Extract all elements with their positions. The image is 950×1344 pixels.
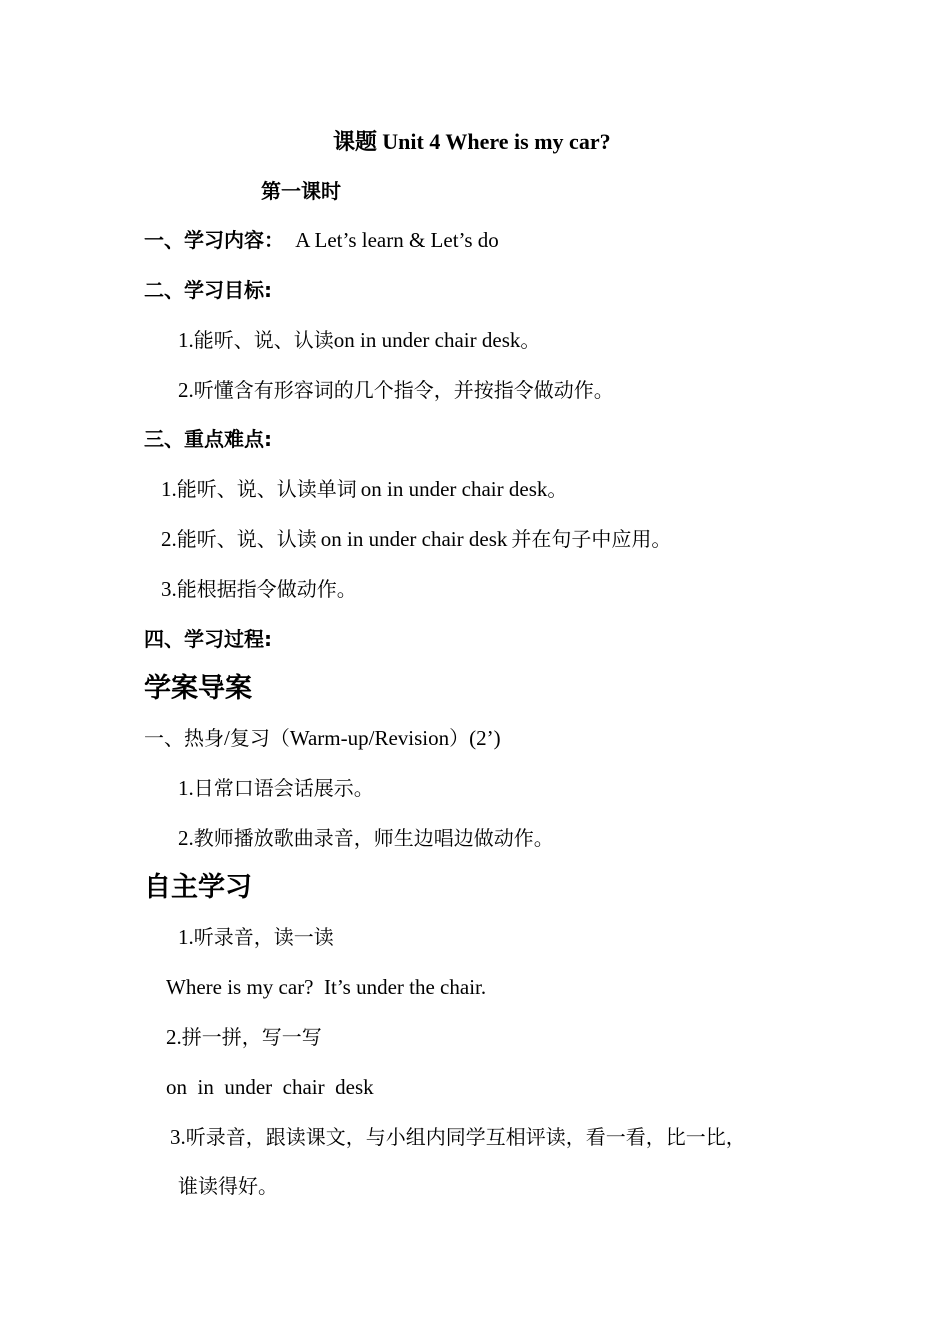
guide-heading: 学案导案 (144, 673, 252, 704)
warmup-item-2-cn: 教师播放歌曲录音，师生边唱边做动作。 (193, 826, 554, 850)
goal-item-1-en: on in under chair desk (333, 328, 521, 352)
goal-item-1 (178, 326, 540, 354)
self-study-item-3-cn2: 谁读得好。 (178, 1174, 278, 1198)
self-study-item-1-cn: 听录音，读一读 (193, 925, 334, 949)
warmup-time: (2’) (469, 726, 501, 750)
self-study-item-3-num: 3. (170, 1125, 186, 1149)
self-study-item-3-cn: 听录音，跟读课文，与小组内同学互相评读，看一看，比一比， (185, 1125, 746, 1149)
title-unit: Unit 4 Where is my car? (382, 129, 611, 154)
section-content-text: A Let’s learn & Let’s do (295, 228, 499, 252)
warmup-label-cn2: 复习（ (229, 726, 290, 750)
key-point-item-1 (161, 475, 567, 503)
self-study-item-1 (178, 923, 334, 951)
self-study-words: on in under chair desk (166, 1075, 374, 1099)
goal-item-1-cn: 能听、说、认读 (193, 328, 334, 352)
warmup-slash: / (224, 726, 230, 750)
key-point-1-en: on in under chair desk (360, 477, 548, 501)
warmup-item-1 (178, 774, 374, 802)
goal-item-2-cn: 听懂含有形容词的几个指令，并按指令做动作。 (193, 378, 614, 402)
warmup-label-en: Warm-up/Revision (289, 726, 450, 750)
key-point-item-2 (161, 525, 671, 553)
warmup-item-1-cn: 日常口语会话展示。 (193, 776, 374, 800)
self-study-sentence: Where is my car? It’s under the chair. (166, 975, 487, 999)
key-point-3-cn: 能根据指令做动作。 (176, 577, 357, 601)
goal-item-1-end: 。 (520, 328, 541, 352)
key-point-1-end: 。 (547, 477, 568, 501)
section-goals-label: 二、学习目标: (144, 278, 272, 302)
goal-item-2-num: 2. (178, 378, 194, 402)
warmup-label-cn: 一、热身 (144, 726, 224, 750)
lesson-label: 第一课时 (261, 179, 341, 203)
key-point-3-num: 3. (161, 577, 177, 601)
warmup-close: ） (449, 726, 470, 750)
page-title (333, 128, 611, 157)
key-point-2-en: on in under chair desk (320, 527, 508, 551)
key-point-2-num: 2. (161, 527, 177, 551)
warmup-heading (144, 724, 501, 752)
warmup-item-2-num: 2. (178, 826, 194, 850)
section-process-label: 四、学习过程: (144, 627, 272, 651)
section-content-label: 一、学习内容： (144, 228, 284, 252)
warmup-item-2 (178, 824, 554, 852)
section-content (144, 226, 499, 254)
title-prefix: 课题 (333, 130, 378, 155)
self-study-item-3-cont (178, 1172, 278, 1200)
goal-item-1-num: 1. (178, 328, 194, 352)
self-study-heading: 自主学习 (144, 872, 252, 903)
key-point-1-cn: 能听、说、认读单词 (176, 477, 357, 501)
self-study-item-2-cn: 拼一拼，写一写 (181, 1025, 322, 1049)
self-study-item-1-num: 1. (178, 925, 194, 949)
self-study-item-2-num: 2. (166, 1025, 182, 1049)
section-key-points-label: 三、重点难点: (144, 427, 272, 451)
self-study-item-2 (166, 1023, 322, 1051)
key-point-2-cn: 能听、说、认读 (176, 527, 317, 551)
key-point-item-3 (161, 575, 357, 603)
warmup-item-1-num: 1. (178, 776, 194, 800)
key-point-1-num: 1. (161, 477, 177, 501)
self-study-item-3 (170, 1123, 746, 1151)
key-point-2-end: 并在句子中应用。 (511, 527, 672, 551)
goal-item-2 (178, 376, 614, 404)
